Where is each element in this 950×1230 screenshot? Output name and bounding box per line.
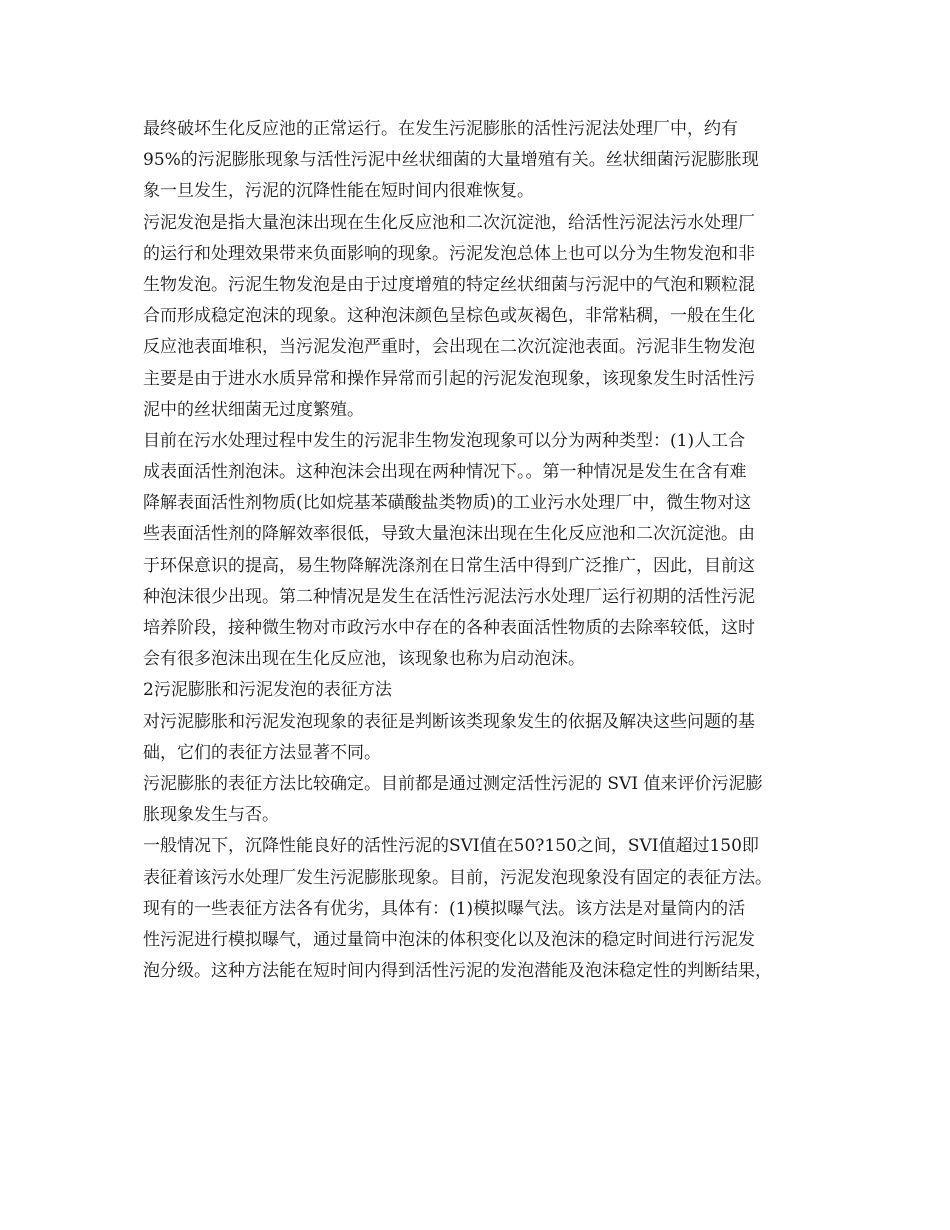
text-line: 反应池表面堆积，当污泥发泡严重时，会出现在二次沉淀池表面。污泥非生物发泡 — [143, 337, 755, 358]
text-line: 95%的污泥膨胀现象与活性污泥中丝状细菌的大量增殖有关。丝状细菌污泥膨胀现 — [143, 150, 759, 171]
text-line: 泥中的丝状细菌无过度繁殖。 — [143, 399, 364, 420]
paragraph-5 — [143, 707, 828, 769]
text-line: 会有很多泡沫出现在生化反应池，该现象也称为启动泡沫。 — [143, 649, 585, 670]
text-line: 污泥膨胀的表征方法比较确定。目前都是通过测定活性污泥的 SVI 值来评价污泥膨 — [143, 773, 763, 794]
text-line: 目前在污水处理过程中发生的污泥非生物发泡现象可以分为两种类型：(1)人工合 — [143, 430, 746, 451]
text-line: 些表面活性剂的降解效率很低，导致大量泡沫出现在生化反应池和二次沉淀池。由 — [143, 524, 755, 545]
text-line: 合而形成稳定泡沫的现象。这种泡沫颜色呈棕色或灰褐色，非常粘稠，一般在生化 — [143, 306, 755, 327]
paragraph-6 — [143, 769, 828, 831]
text-line: 表征着该污水处理厂发生污泥膨胀现象。目前，污泥发泡现象没有固定的表征方法。 — [143, 867, 772, 888]
text-line: 一般情况下，沉降性能良好的活性污泥的SVI值在50?150之间，SVI值超过150即 — [143, 836, 759, 857]
heading-line: 2污泥膨胀和污泥发泡的表征方法 — [143, 680, 392, 701]
document-page — [143, 114, 828, 987]
text-line: 培养阶段，接种微生物对市政污水中存在的各种表面活性物质的去除率较低，这时 — [143, 618, 755, 638]
text-line: 泡分级。这种方法能在短时间内得到活性污泥的发泡潜能及泡沫稳定性的判断结果， — [143, 961, 772, 982]
text-line: 性污泥进行模拟曝气，通过量筒中泡沫的体积变化以及泡沫的稳定时间进行污泥发 — [143, 929, 755, 950]
text-line: 现有的一些表征方法各有优劣，具体有：(1)模拟曝气法。该方法是对量筒内的活 — [143, 898, 746, 919]
text-line: 的运行和处理效果带来负面影响的现象。污泥发泡总体上也可以分为生物发泡和非 — [143, 243, 755, 264]
text-line: 主要是由于进水水质异常和操作异常而引起的污泥发泡现象，该现象发生时活性污 — [143, 368, 755, 389]
text-line: 生物发泡。污泥生物发泡是由于过度增殖的特定丝状细菌与污泥中的气泡和颗粒混 — [143, 274, 755, 295]
paragraph-1 — [143, 114, 828, 208]
paragraph-2 — [143, 208, 828, 426]
text-line: 象一旦发生，污泥的沉降性能在短时间内很难恢复。 — [143, 181, 534, 202]
paragraph-3 — [143, 426, 828, 676]
text-line: 种泡沫很少出现。第二种情况是发生在活性污泥法污水处理厂运行初期的活性污泥 — [143, 586, 755, 607]
text-line: 最终破坏生化反应池的正常运行。在发生污泥膨胀的活性污泥法处理厂中，约有 — [143, 119, 738, 139]
section-heading — [143, 675, 828, 706]
text-line: 于环保意识的提高，易生物降解洗涤剂在日常生活中得到广泛推广，因此，目前这 — [143, 555, 755, 576]
paragraph-7 — [143, 831, 828, 987]
text-line: 污泥发泡是指大量泡沫出现在生化反应池和二次沉淀池，给活性污泥法污水处理厂 — [143, 212, 755, 233]
text-line: 对污泥膨胀和污泥发泡现象的表征是判断该类现象发生的依据及解决这些问题的基 — [143, 711, 755, 732]
text-line: 胀现象发生与否。 — [143, 805, 279, 826]
text-line: 础，它们的表征方法显著不同。 — [143, 742, 381, 763]
text-line: 降解表面活性剂物质(比如烷基苯磺酸盐类物质)的工业污水处理厂中，微生物对这 — [143, 493, 752, 514]
text-line: 成表面活性剂泡沫。这种泡沫会出现在两种情况下。。第一种情况是发生在含有难 — [143, 462, 747, 483]
